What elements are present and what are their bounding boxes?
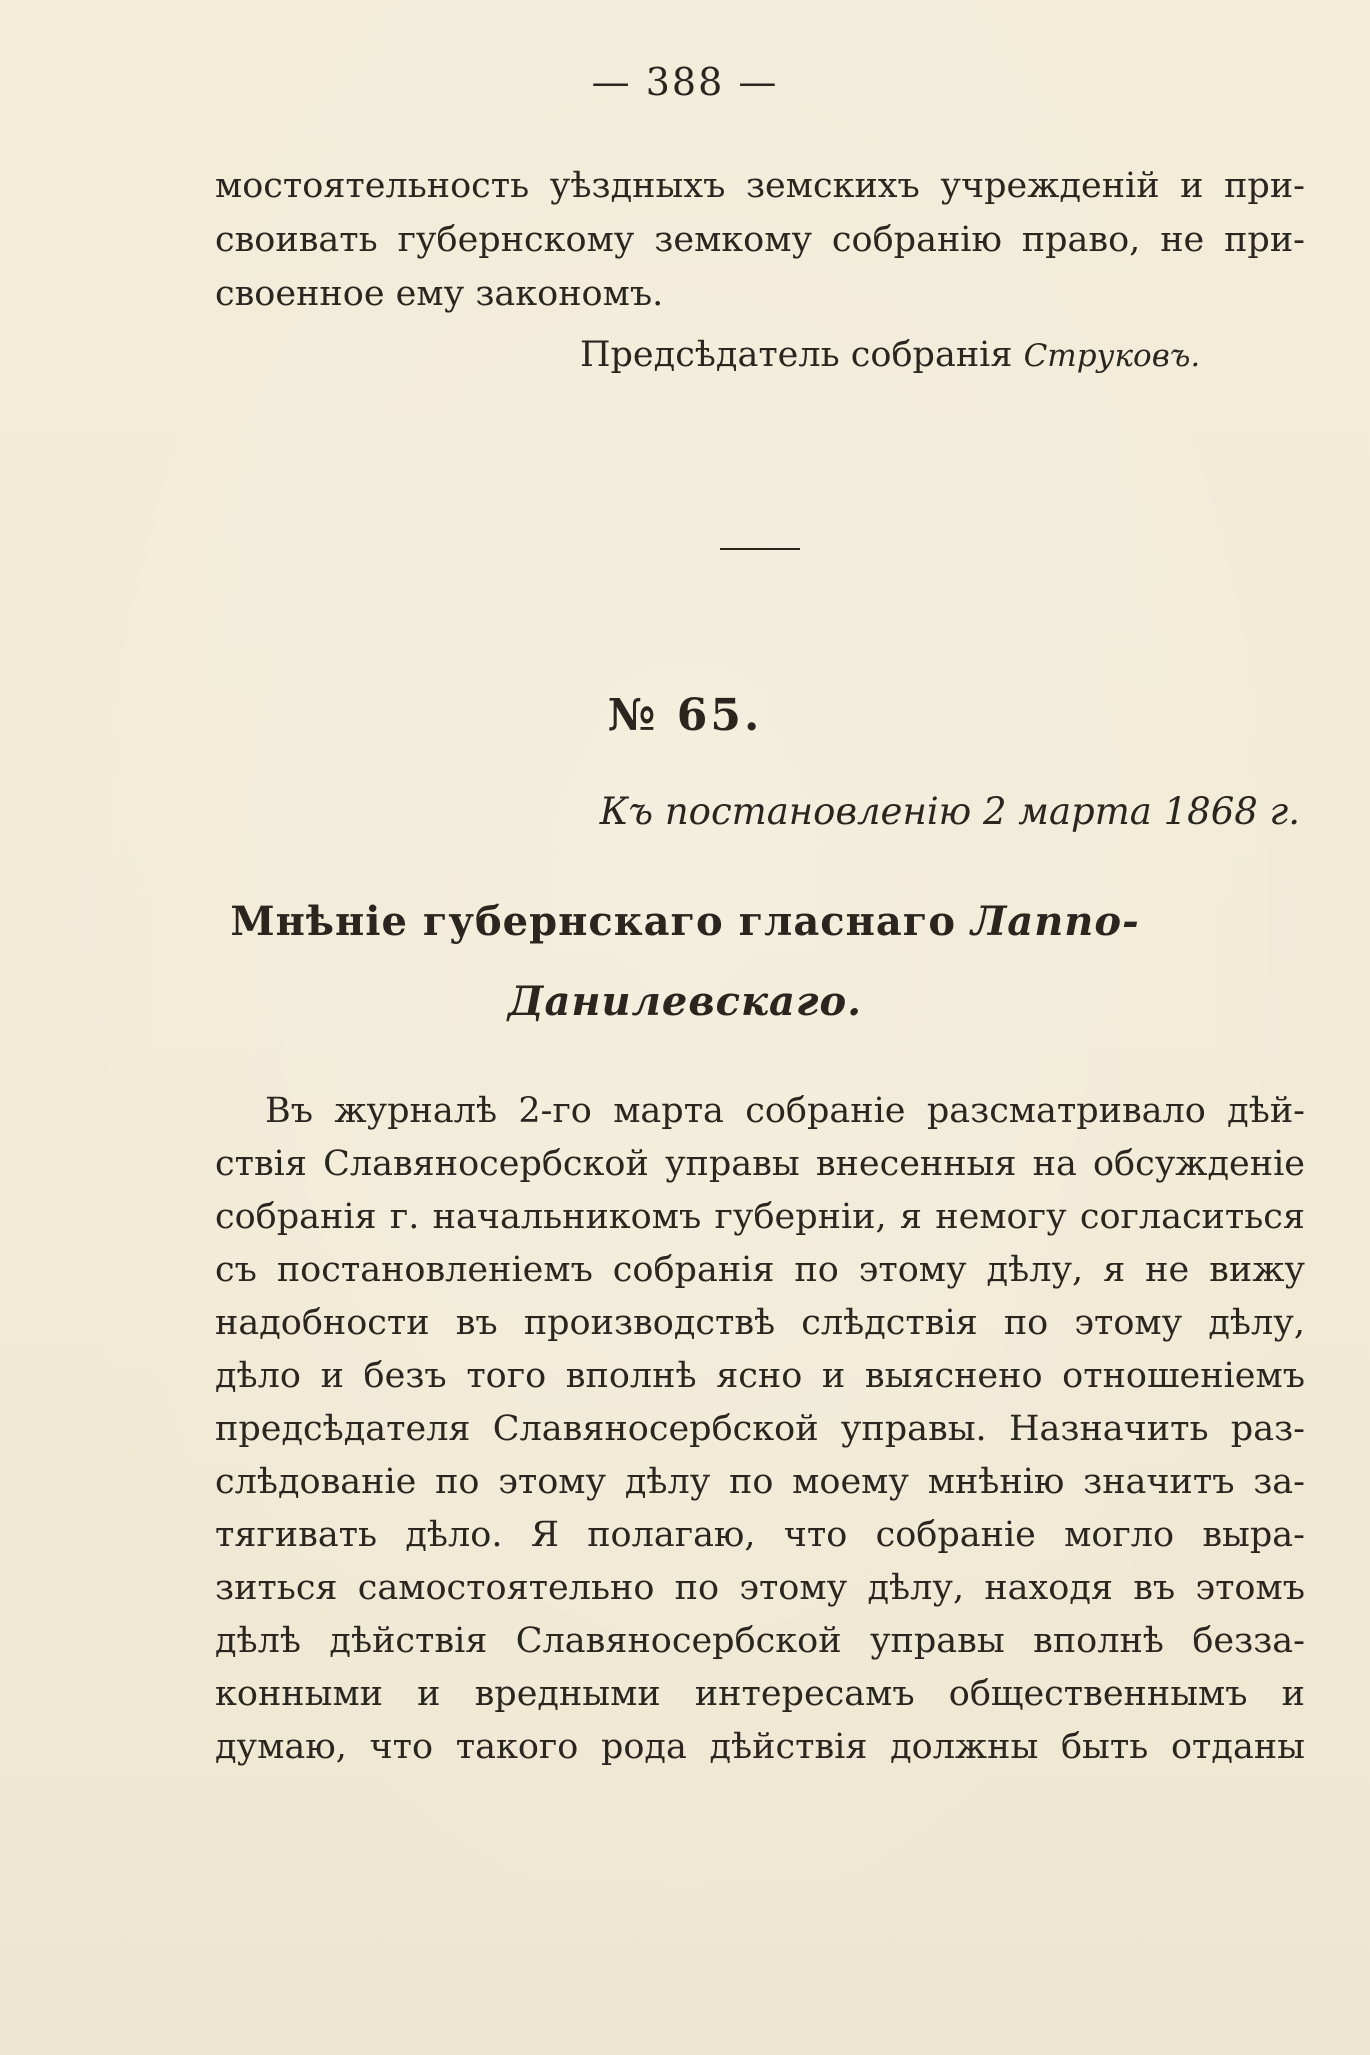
section-separator (720, 548, 800, 550)
text-line: конными и вредными интересамъ общественнымъ и (215, 1674, 1305, 1714)
text-line: думаю, что такого рода дѣйствія должны быть отданы (215, 1727, 1305, 1767)
text-line: зиться самостоятельно по этому дѣлу, находя въ этомъ (215, 1568, 1305, 1608)
heading-name-part1: Лаппо- (970, 898, 1140, 945)
text-line: своенное ему закономъ. (215, 274, 664, 314)
text-line: тягивать дѣло. Я полагаю, что собраніе могло выра- (215, 1515, 1305, 1555)
text-line: Въ журналѣ 2-го марта собраніе разсматривало дѣй- (265, 1091, 1305, 1131)
text-line: своивать губернскому земкому собранію право, не при- (215, 220, 1305, 260)
document-number: № 65. (607, 690, 763, 741)
text-line: слѣдованіе по этому дѣлу по моему мнѣнію значитъ за- (215, 1462, 1305, 1502)
text-line: мостоятельность уѣздныхъ земскихъ учрежденій и при- (215, 166, 1305, 206)
text-line: съ постановленіемъ собранія по этому дѣлу, я не вижу (215, 1250, 1305, 1290)
text-line: ствія Славяносербской управы внесенныя на обсужденіе (215, 1144, 1305, 1184)
text-line: предсѣдателя Славяносербской управы. Назначить раз- (215, 1409, 1305, 1449)
section-heading (0, 898, 1370, 945)
section-heading-continued (0, 978, 1370, 1025)
signature-name: Струковъ. (1023, 338, 1201, 374)
text-line: надобности въ производствѣ слѣдствія по этому дѣлу, (215, 1303, 1305, 1343)
heading-name-part2: Данилевскаго. (507, 978, 863, 1025)
page-number: — 388 — (591, 60, 779, 104)
text-line: дѣлѣ дѣйствія Славяносербской управы вполнѣ безза- (215, 1621, 1305, 1661)
text-line: дѣло и безъ того вполнѣ ясно и выяснено отношеніемъ (215, 1356, 1305, 1396)
signature-title: Предсѣдатель собранія (580, 335, 1013, 375)
resolution-reference: Къ постановленію 2 марта 1868 г. (599, 790, 1300, 833)
text-line: собранія г. начальникомъ губерніи, я немогу согласиться (215, 1197, 1305, 1237)
signature (580, 335, 1200, 375)
heading-main: Мнѣніе губернскаго гласнаго (230, 898, 956, 945)
